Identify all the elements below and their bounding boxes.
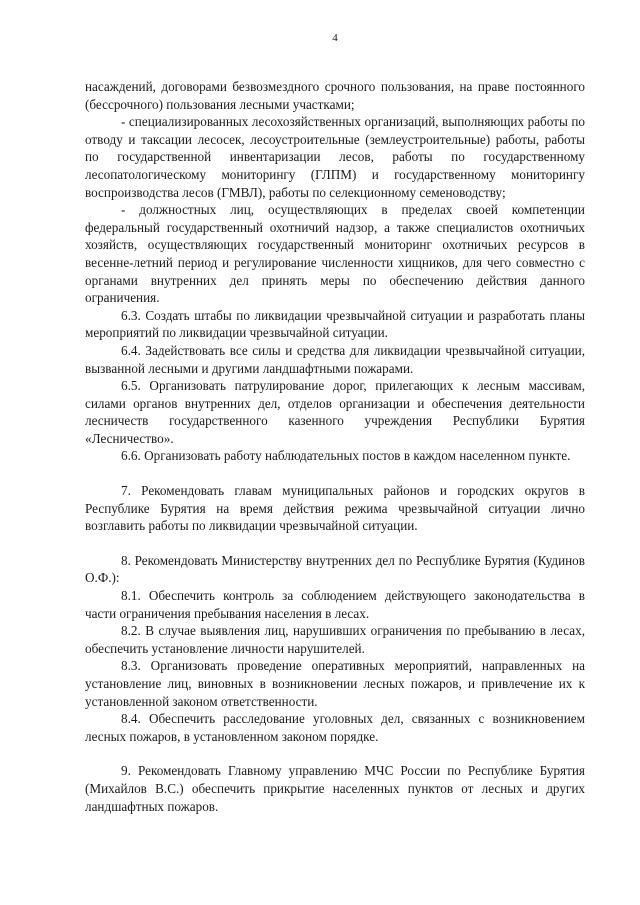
paragraph-spacer [85, 535, 585, 552]
paragraph: 6.6. Организовать работу наблюдательных постов в каждом населенном пункте. [121, 448, 571, 464]
page-number: 4 [332, 32, 338, 44]
paragraph: 8.4. Обеспечить расследование уголовных дел, связанных с возникновением лесных пожаров, в установленном законом порядке. [85, 711, 585, 744]
paragraph: 8.3. Организовать проведение оперативных мероприятий, направленных на установление лиц, виновных в возникновении лесных пожаров, и привлечение их к установленной законом ответственности. [85, 658, 585, 709]
paragraph: 6.5. Организовать патрулирование дорог, прилегающих к лесным массивам, силами органов внутренних дел, отделов организации и обеспечения деятельности лесничеств государственного казенного учреждения Республики Бурятия «Лесничество». [85, 378, 585, 446]
paragraph: 8. Рекомендовать Министерству внутренних дел по Республике Бурятия (Кудинов О.Ф.): [85, 552, 585, 586]
paragraph-spacer [85, 465, 585, 482]
paragraph: - специализированных лесохозяйственных организаций, выполняющих работы по отводу и таксации лесосек, лесоустроительные (землеустроительные) работы, работы по государственной инвентаризации лесов, работы по государственному лесопатологическому мониторингу (ГЛПМ) и государственному мониторингу воспроизводства лесов (ГМВЛ), работы по селекционному семеноводству; [85, 114, 585, 200]
paragraph: насаждений, договорами безвозмездного срочного пользования, на праве постоянного (бессрочного) пользования лесными участками; [85, 79, 585, 112]
paragraph: 6.4. Задействовать все силы и средства для ликвидации чрезвычайной ситуации, вызванной лесными и другими ландшафтными пожарами. [85, 342, 585, 376]
paragraph: - должностных лиц, осуществляющих в пределах своей компетенции федеральный государственный охотничий надзор, а также специалистов охотничьих хозяйств, осуществляющих государственный мониторинг охотничьих ресурсов в весенне-летний период и регулирование численности хищников, для чего совместно с органами внутренних дел принять меры по обеспечению действия данного ограничения. [85, 202, 585, 306]
paragraph: 9. Рекомендовать Главному управлению МЧС России по Республике Бурятия (Михайлов В.С.) обеспечить прикрытие населенных пунктов от лесных и других ландшафтных пожаров. [85, 763, 585, 814]
paragraph: 8.2. В случае выявления лиц, нарушивших ограничения по пребыванию в лесах, обеспечить установление личности нарушителей. [85, 623, 585, 656]
paragraph: 7. Рекомендовать главам муниципальных районов и городских округов в Республике Бурятия на время действия режима чрезвычайной ситуации лично возглавить работы по ликвидации чрезвычайной ситуации. [85, 483, 585, 534]
paragraph: 6.3. Создать штабы по ликвидации чрезвычайной ситуации и разработать планы мероприятий по ликвидации чрезвычайной ситуации. [85, 307, 585, 341]
document-body [85, 78, 585, 815]
paragraph: 8.1. Обеспечить контроль за соблюдением действующего законодательства в части ограничения пребывания населения в лесах. [85, 588, 585, 621]
paragraph-spacer [85, 745, 585, 762]
